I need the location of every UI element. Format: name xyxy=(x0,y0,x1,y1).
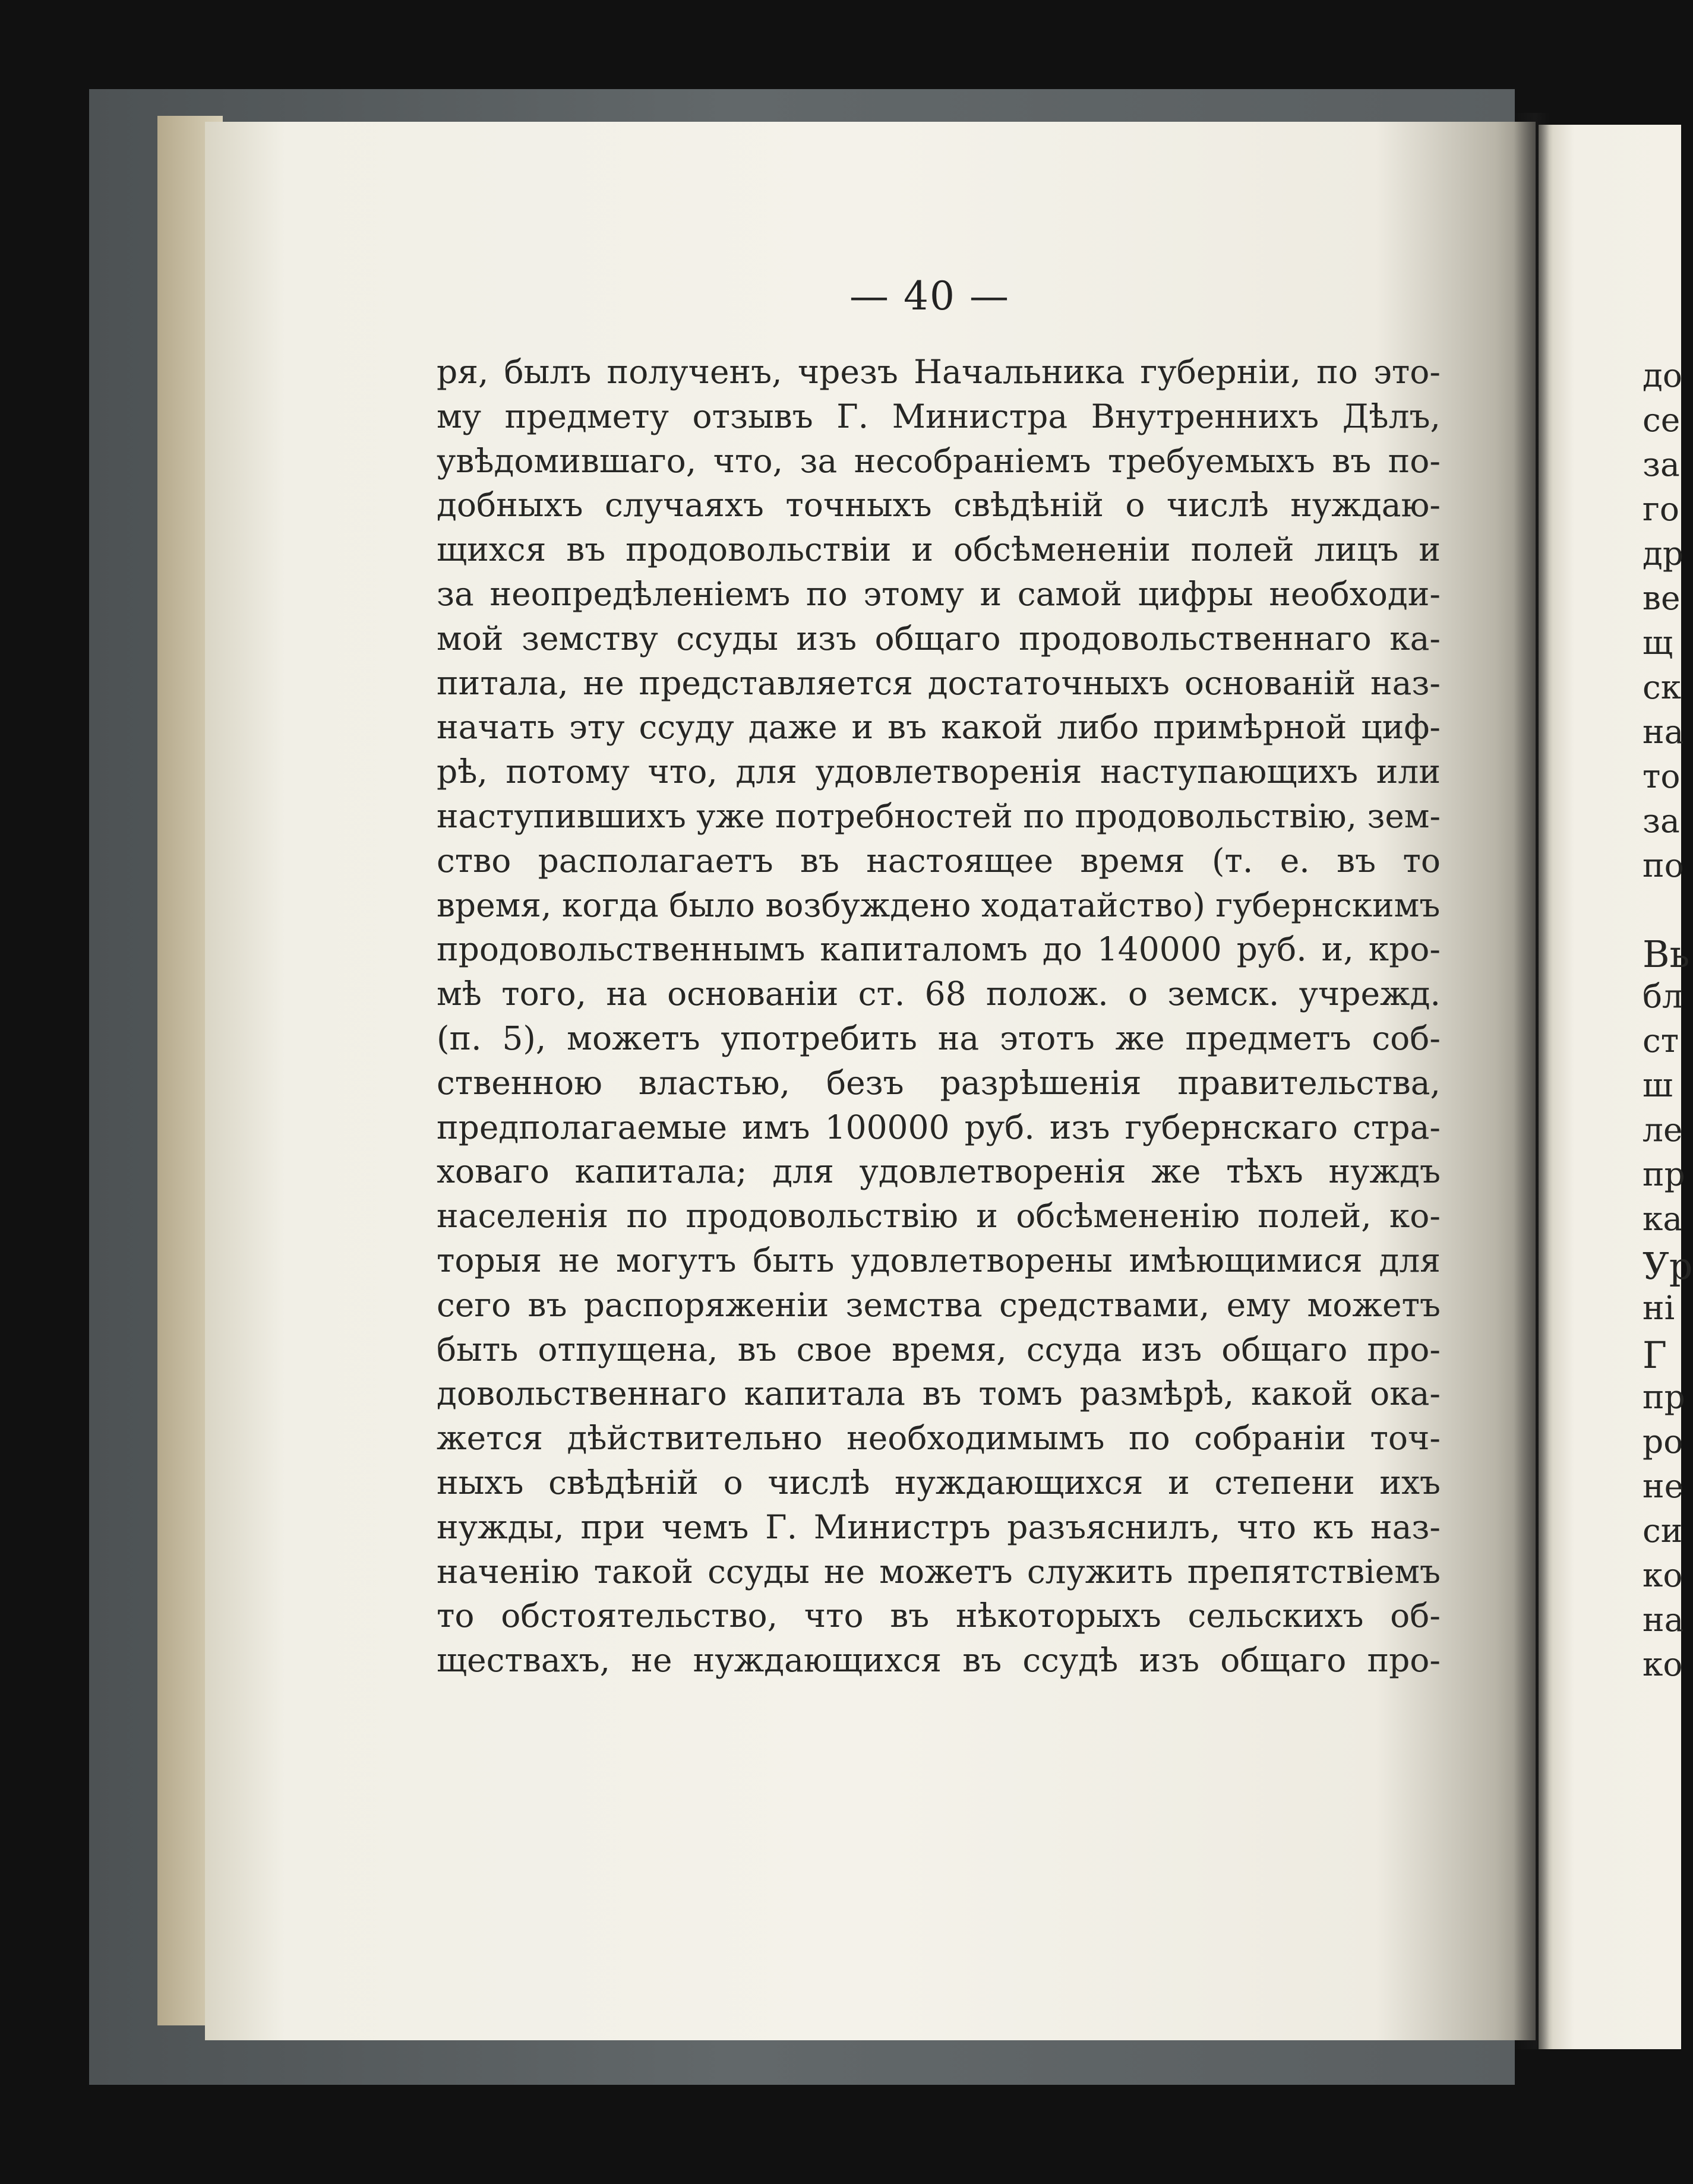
text-line: начать эту ссуду даже и въ какой либо примѣрной циф- xyxy=(437,708,1441,747)
text-line: ховаго капитала; для удовлетворенія же тѣхъ нуждъ xyxy=(437,1152,1441,1191)
text-line: нужды, при чемъ Г. Министръ разъяснилъ, что къ наз- xyxy=(437,1507,1441,1546)
right-page-fragment: ле xyxy=(1643,1111,1683,1149)
right-page-fragment: за xyxy=(1643,445,1680,483)
right-page-fragment: ро xyxy=(1643,1423,1683,1461)
text-line: увѣдомившаго, что, за несобраніемъ требуемыхъ въ по- xyxy=(437,441,1441,480)
text-line: торыя не могутъ быть удовлетворены имѣющимися для xyxy=(437,1241,1441,1279)
text-line: ственною властью, безъ разрѣшенія правительства, xyxy=(437,1063,1441,1102)
right-page-text-fragments xyxy=(1637,0,1693,2184)
text-line: щихся въ продовольствіи и обсѣмененіи полей лицъ и xyxy=(437,530,1441,569)
right-page-fragment: на xyxy=(1643,713,1684,751)
text-line: продовольственнымъ капиталомъ до 140000 руб. и, кро- xyxy=(437,930,1441,969)
right-page-fragment: се xyxy=(1643,401,1681,439)
text-line: ществахъ, не нуждающихся въ ссудѣ изъ общаго про- xyxy=(437,1641,1441,1680)
text-line: наченію такой ссуды не можетъ служить препятствіемъ xyxy=(437,1552,1441,1591)
right-page-fragment: бл xyxy=(1643,977,1683,1015)
text-line: питала, не представляется достаточныхъ основаній наз- xyxy=(437,663,1441,702)
text-line: мѣ того, на основаніи ст. 68 полож. о земск. учрежд. xyxy=(437,975,1441,1013)
text-line: ря, былъ полученъ, чрезъ Начальника губерніи, по это- xyxy=(437,353,1441,391)
right-page-fragment: Ур xyxy=(1643,1244,1693,1288)
text-line: быть отпущена, въ свое время, ссуда изъ общаго про- xyxy=(437,1330,1441,1368)
text-line: предполагаемые имъ 100000 руб. изъ губернскаго стра- xyxy=(437,1108,1441,1146)
text-line: сего въ распоряженіи земства средствами, ему можетъ xyxy=(437,1285,1441,1324)
right-page-fragment: Вь xyxy=(1643,933,1690,976)
right-page-fragment: пр xyxy=(1643,1155,1685,1193)
right-page-fragment: ко xyxy=(1643,1556,1683,1594)
right-page-fragment: до xyxy=(1643,356,1682,394)
right-page-fragment: го xyxy=(1643,490,1679,528)
text-line: ство располагаетъ въ настоящее время (т. е. въ то xyxy=(437,841,1441,880)
text-line: ныхъ свѣдѣній о числѣ нуждающихся и степени ихъ xyxy=(437,1464,1441,1502)
right-page-fragment: ш xyxy=(1643,1066,1673,1104)
right-page-fragment: ні xyxy=(1643,1289,1675,1327)
right-page-fragment: ка xyxy=(1643,1200,1683,1238)
text-line: рѣ, потому что, для удовлетворенія наступающихъ или xyxy=(437,753,1441,791)
text-line: мой земству ссуды изъ общаго продовольственнаго ка- xyxy=(437,619,1441,658)
book-gutter xyxy=(1514,113,1549,2049)
page-number: — 40 — xyxy=(849,273,1010,319)
text-line: жется дѣйствительно необходимымъ по собраніи точ- xyxy=(437,1419,1441,1458)
text-line: наступившихъ уже потребностей по продовольствію, зем- xyxy=(437,797,1441,835)
right-page-fragment: на xyxy=(1643,1601,1684,1639)
right-page-fragment: за xyxy=(1643,802,1680,840)
right-page-fragment: ск xyxy=(1643,668,1682,706)
right-page-fragment: ве xyxy=(1643,579,1681,617)
text-line: за неопредѣленіемъ по этому и самой цифры необходи- xyxy=(437,575,1441,613)
right-page-fragment: Г xyxy=(1643,1333,1667,1377)
text-line: (п. 5), можетъ употребить на этотъ же предметъ соб- xyxy=(437,1019,1441,1057)
right-page-fragment: др xyxy=(1643,535,1684,573)
right-page-fragment: щ xyxy=(1643,624,1673,662)
right-page-fragment: не xyxy=(1643,1467,1684,1505)
right-page-fragment: по xyxy=(1643,846,1684,884)
text-line: добныхъ случаяхъ точныхъ свѣдѣній о числѣ нуждаю- xyxy=(437,486,1441,524)
right-page-fragment: то xyxy=(1643,757,1681,795)
text-line: му предмету отзывъ Г. Министра Внутреннихъ Дѣлъ, xyxy=(437,397,1441,435)
text-line: довольственнаго капитала въ томъ размѣрѣ, какой ока- xyxy=(437,1374,1441,1413)
right-page-fragment: си xyxy=(1643,1512,1683,1550)
right-page-fragment: ст xyxy=(1643,1022,1679,1060)
text-line: то обстоятельство, что въ нѣкоторыхъ сельскихъ об- xyxy=(437,1597,1441,1635)
right-page-fragment: ко xyxy=(1643,1645,1683,1683)
right-page-fragment: пр xyxy=(1643,1378,1685,1416)
text-line: время, когда было возбуждено ходатайство) губернскимъ xyxy=(437,886,1441,924)
text-line: населенія по продовольствію и обсѣмененію полей, ко- xyxy=(437,1197,1441,1235)
